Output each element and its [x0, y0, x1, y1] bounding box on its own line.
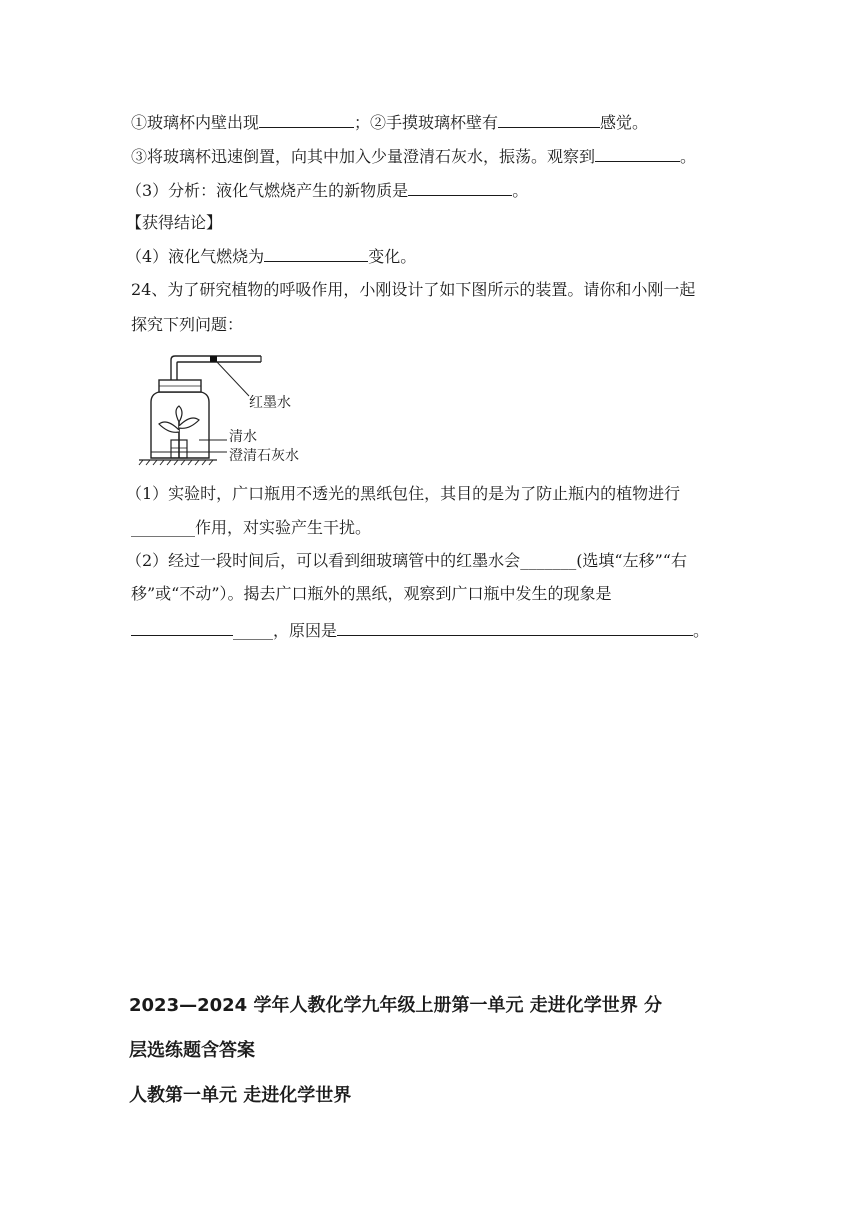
- answer-blank-2: [498, 112, 600, 128]
- question-24-line-1: 24、为了研究植物的呼吸作用，小刚设计了如下图所示的装置。请你和小刚一起: [131, 280, 696, 299]
- part1-text: 作用，对实验产生干扰。: [195, 518, 372, 537]
- part-1-line-2: [131, 518, 371, 538]
- part2-end: 。: [693, 621, 710, 640]
- part2-underscore: _____: [233, 621, 273, 640]
- answer-blank-5: [264, 246, 368, 262]
- line1-part-a: ①玻璃杯内壁出现: [131, 113, 260, 132]
- section-label-conclusion: 【获得结论】: [126, 213, 223, 232]
- part2-blank: _______: [520, 551, 577, 570]
- line5-part-a: （4）液化气燃烧为: [126, 247, 265, 266]
- part-2-line-1: [126, 551, 687, 571]
- line1-part-c: 感觉。: [600, 113, 649, 132]
- label-clear-water: 清水: [229, 429, 257, 445]
- part-2-line-3: [131, 620, 709, 641]
- answer-blank-3: [595, 146, 680, 162]
- label-red-ink: 红墨水: [249, 395, 291, 411]
- answer-blank-6: [131, 620, 233, 636]
- section-title-line-1: 2023—2024 学年人教化学九年级上册第一单元 走进化学世界 分: [129, 995, 662, 1016]
- answer-blank-1: [259, 112, 354, 128]
- section-subtitle: 人教第一单元 走进化学世界: [129, 1085, 352, 1106]
- text-line-1: [131, 112, 648, 133]
- question-24-line-2: 探究下列问题：: [131, 315, 244, 334]
- part2-text-a: （2）经过一段时间后，可以看到细玻璃管中的红墨水会: [126, 551, 521, 570]
- label-limewater: 澄清石灰水: [229, 448, 299, 464]
- part2-text-c: (选填“左移”“右: [576, 551, 687, 570]
- part-1-line-1: （1）实验时，广口瓶用不透光的黑纸包住，其目的是为了防止瓶内的植物进行: [126, 484, 681, 503]
- line3-part-a: （3）分析：液化气燃烧产生的新物质是: [126, 181, 409, 200]
- part2-reason-label: ，原因是: [273, 621, 338, 640]
- line1-part-b: ；②手摸玻璃杯壁有: [354, 113, 499, 132]
- answer-blank-4: [408, 180, 512, 196]
- text-line-2: [131, 146, 696, 167]
- line5-part-b: 变化。: [368, 247, 417, 266]
- part1-blank: ________: [131, 518, 195, 537]
- section-title-line-2: 层选练题含答案: [129, 1040, 255, 1061]
- line2-part-a: ③将玻璃杯迅速倒置，向其中加入少量澄清石灰水，振荡。观察到: [131, 147, 596, 166]
- line3-part-b: 。: [512, 181, 529, 200]
- text-line-5: [126, 246, 416, 267]
- line2-part-b: 。: [680, 147, 697, 166]
- part-2-line-2: 移”或“不动”）。揭去广口瓶外的黑纸，观察到广口瓶中发生的现象是: [131, 584, 612, 603]
- text-line-3: [126, 180, 528, 201]
- answer-blank-7: [337, 620, 693, 636]
